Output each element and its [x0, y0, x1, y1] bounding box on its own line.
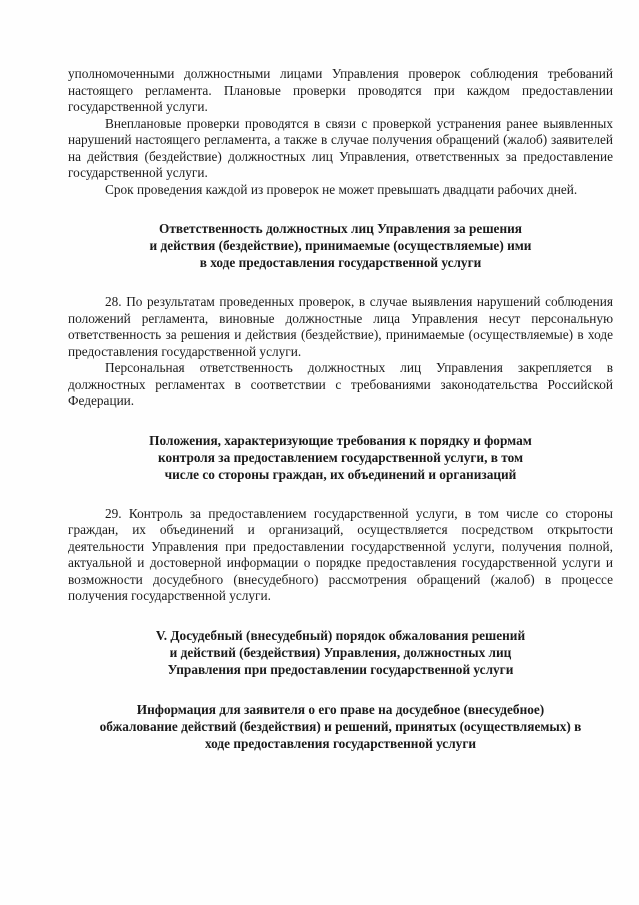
- heading-line: обжалование действий (бездействия) и решений, принятых (осуществляемых) в: [99, 718, 582, 734]
- heading-line: Положения, характеризующие требования к порядку и формам: [149, 432, 532, 448]
- heading-line: Информация для заявителя о его праве на досудебное (внесудебное): [136, 701, 545, 717]
- heading-control-requirements: [68, 432, 613, 483]
- heading-line: ходе предоставления государственной услуги: [204, 735, 477, 751]
- heading-line: числе со стороны граждан, их объединений и организаций: [164, 466, 517, 482]
- heading-applicant-information: [68, 701, 613, 752]
- paragraph-item-29: 29. Контроль за предоставлением государственной услуги, в том числе со стороны граждан, их объединений и организаций, осуществляется посредством открытости деятельности Управления при предоставлении государственной услуги, получения полной, актуальной и достоверной информации о порядке предоставления государственной услуги и возможности досудебного (внесудебного) рассмотрения обращений (жалоб) в процессе получения государственной услуги.: [68, 505, 613, 603]
- heading-line: в ходе предоставления государственной услуги: [199, 255, 482, 270]
- heading-responsibility: [68, 220, 613, 271]
- heading-section-v: [68, 627, 613, 678]
- heading-line: контроля за предоставлением государственной услуги, в том: [157, 449, 524, 465]
- heading-line: Управления при предоставлении государственной услуги: [167, 661, 514, 677]
- paragraph-check-duration: Срок проведения каждой из проверок не может превышать двадцати рабочих дней.: [105, 181, 578, 197]
- paragraph-item-28: 28. По результатам проведенных проверок, в случае выявления нарушений соблюдения положений регламента, виновные должностные лица Управления несут персональную ответственность за решения и действия (бездействие), принимаемые (осуществляемые) в ходе предоставления государственной услуги.: [68, 294, 613, 359]
- paragraph-personal-responsibility: Персональная ответственность должностных лиц Управления закрепляется в должностных регламентах в соответствии с требованиями законодательства Российской Федерации.: [68, 360, 613, 408]
- paragraph-planned-checks: уполномоченными должностными лицами Управления проверок соблюдения требований настоящего регламента. Плановые проверки проводятся при каждом предоставлении государственной услуги.: [68, 66, 613, 114]
- heading-line: и действий (бездействия) Управления, должностных лиц: [169, 644, 512, 660]
- paragraph-unscheduled-checks: Внеплановые проверки проводятся в связи с проверкой устранения ранее выявленных нарушений настоящего регламента, а также в случае получения обращений (жалоб) заявителей на действия (бездействие) должностных лиц Управления, ответственных за предоставление государственной услуги.: [68, 115, 613, 180]
- heading-line: Ответственность должностных лиц Управления за решения: [159, 221, 522, 236]
- heading-line: и действия (бездействие), принимаемые (осуществляемые) ими: [149, 238, 532, 253]
- heading-line: V. Досудебный (внесудебный) порядок обжалования решений: [155, 627, 526, 643]
